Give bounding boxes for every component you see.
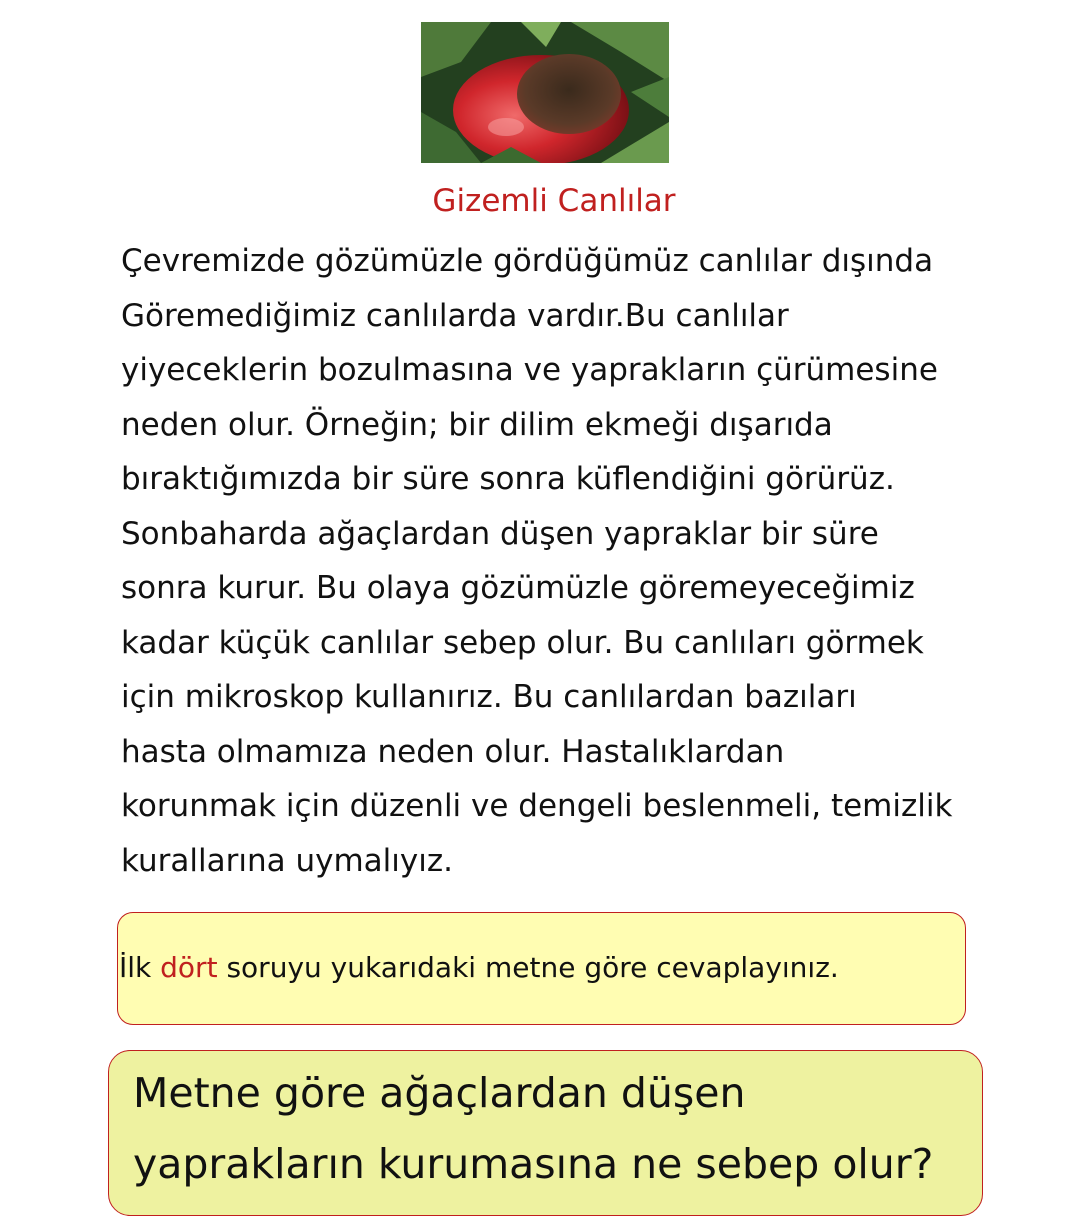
body-line: korunmak için düzenli ve dengeli beslenmeli, temizlik <box>121 788 953 824</box>
rotting-apple-photo <box>421 22 669 163</box>
body-line: kurallarına uymalıyız. <box>121 842 453 879</box>
rotting-apple-icon <box>421 22 669 163</box>
body-line: bıraktığımızda bir süre sonra küflendiğini görürüz. <box>121 461 895 497</box>
body-line: yiyeceklerin bozulmasına ve yaprakların çürümesine <box>121 352 938 388</box>
instruction-highlight: dört <box>160 951 218 984</box>
body-line: Göremediğimiz canlılarda vardır.Bu canlılar <box>121 297 789 334</box>
body-line: hasta olmamıza neden olur. Hastalıklardan <box>121 733 785 770</box>
story-title: Gizemli Canlılar <box>432 183 676 219</box>
body-line: Sonbaharda ağaçlardan düşen yapraklar bir süre <box>121 515 879 552</box>
body-line: neden olur. Örneğin; bir dilim ekmeği dışarıda <box>121 406 833 443</box>
body-line: sonra kurur. Bu olaya gözümüzle göremeyeceğimiz <box>121 570 915 606</box>
instruction-prefix: İlk <box>119 951 161 984</box>
instruction-text <box>119 945 979 991</box>
question-line: Metne göre ağaçlardan düşen <box>133 1069 746 1117</box>
question-line: yaprakların kurumasına ne sebep olur? <box>133 1140 934 1188</box>
body-line: Çevremizde gözümüzle gördüğümüz canlılar dışında <box>121 243 934 279</box>
story-body <box>121 234 991 888</box>
body-line: kadar küçük canlılar sebep olur. Bu canlıları görmek <box>121 624 924 661</box>
question-text <box>133 1058 973 1200</box>
instruction-suffix: soruyu yukarıdaki metne göre cevaplayınız. <box>217 951 839 984</box>
body-line: için mikroskop kullanırız. Bu canlılardan bazıları <box>121 679 857 715</box>
